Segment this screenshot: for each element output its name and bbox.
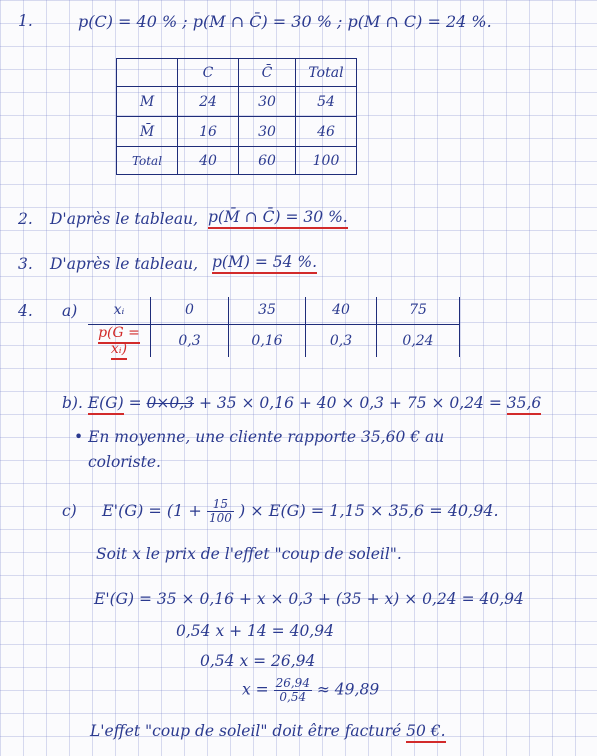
part-c-line-6 [242, 677, 379, 704]
part-c-line-3: E'(G) = 35 × 0,16 + x × 0,3 + (35 + x) × 0,24 = 40,94 [94, 590, 524, 608]
part-c-label: c) [62, 502, 77, 520]
law-x-value: 40 [306, 297, 377, 324]
question-1-given: p(C) = 40 % ; p(M ∩ C̄) = 30 % ; p(M ∩ C) = 24 %. [78, 12, 492, 31]
part-c-conclusion [90, 722, 446, 740]
question-3-text: D'après le tableau, [50, 255, 199, 273]
part-b-expectation-line: b). E(G) = 0×0,3 + 35 × 0,16 + 40 × 0,3 + 75 × 0,24 = 35,6 [62, 394, 541, 412]
part-c-fraction [207, 498, 234, 525]
question-3-number: 3. [18, 255, 33, 273]
part-c-line-5: 0,54 x = 26,94 [200, 652, 316, 670]
table-header-row [117, 59, 357, 87]
table-row [117, 117, 357, 147]
question-2-number: 2. [18, 210, 33, 228]
question-4-number: 4. [18, 302, 33, 320]
law-p-label-text: p(G = xᵢ) [98, 325, 140, 360]
law-p-value: 0,3 [306, 324, 377, 357]
part-c-conclusion-answer: 50 €. [406, 722, 445, 743]
part-b-sentence-1: • En moyenne, une cliente rapporte 35,60 € au [74, 428, 445, 446]
table-header-cell [117, 59, 178, 87]
part-b-result: 35,6 [507, 394, 542, 415]
part-c-line-6-start: x = [242, 680, 269, 699]
law-x-value: 75 [377, 297, 460, 324]
fraction-numerator: 26,94 [275, 676, 310, 690]
part-b-lhs: E(G) [88, 394, 124, 415]
table-header-cell: C̄ [239, 59, 296, 87]
part-c-line-4: 0,54 x + 14 = 40,94 [176, 622, 334, 640]
law-p-label [88, 324, 151, 357]
row-label: M̄ [117, 117, 178, 147]
law-x-value: 35 [229, 297, 306, 324]
fraction-denominator: 100 [208, 511, 232, 525]
cell-m-cbar: 30 [239, 87, 296, 117]
fraction-denominator: 0,54 [279, 690, 307, 704]
part-c-line-1 [102, 498, 499, 525]
part-c-line-6-fraction [274, 677, 312, 704]
part-c-conclusion-text: L'effet "coup de soleil" doit être facturé [90, 722, 402, 740]
question-1-number: 1. [18, 12, 33, 30]
cell-m-total: 54 [296, 87, 357, 117]
part-c-line-2: Soit x le prix de l'effet "coup de soleil". [96, 545, 402, 563]
law-x-label: xᵢ [88, 297, 151, 324]
part-b-sentence-2: coloriste. [88, 453, 161, 471]
cell-mbar-c: 16 [178, 117, 239, 147]
law-p-value: 0,3 [151, 324, 229, 357]
row-label: Total [117, 147, 178, 175]
fraction-numerator: 15 [207, 498, 234, 512]
law-x-value: 0 [151, 297, 229, 324]
part-b-zero-term: 0×0,3 [146, 394, 195, 412]
law-p-value: 0,16 [229, 324, 306, 357]
part-b-sum: + 35 × 0,16 + 40 × 0,3 + 75 × 0,24 = [198, 394, 502, 412]
table-row [117, 87, 357, 117]
question-2-answer-text: p(M̄ ∩ C̄) = 30 %. [208, 208, 348, 229]
cell-total-total: 100 [296, 147, 357, 175]
question-3-answer [212, 253, 317, 271]
contingency-table [116, 58, 357, 175]
part-c-line-1-end: ) × E(G) = 1,15 × 35,6 = 40,94. [238, 501, 499, 520]
question-2-text: D'après le tableau, [50, 210, 199, 228]
law-row-p [88, 324, 460, 357]
table-header-cell: C [178, 59, 239, 87]
part-c-line-6-end: ≈ 49,89 [316, 680, 380, 699]
law-p-value: 0,24 [377, 324, 460, 357]
part-c-line-1-start: E'(G) = (1 + [102, 501, 202, 520]
probability-law-table [88, 297, 460, 357]
law-row-x [88, 297, 460, 324]
table-row [117, 147, 357, 175]
cell-mbar-cbar: 30 [239, 117, 296, 147]
table-header-cell: Total [296, 59, 357, 87]
cell-mbar-total: 46 [296, 117, 357, 147]
cell-total-cbar: 60 [239, 147, 296, 175]
part-a-label: a) [62, 302, 78, 320]
question-3-answer-text: p(M) = 54 %. [212, 253, 317, 274]
cell-m-c: 24 [178, 87, 239, 117]
cell-total-c: 40 [178, 147, 239, 175]
part-b-label: b). [62, 394, 83, 412]
row-label: M [117, 87, 178, 117]
question-2-answer [208, 208, 348, 226]
